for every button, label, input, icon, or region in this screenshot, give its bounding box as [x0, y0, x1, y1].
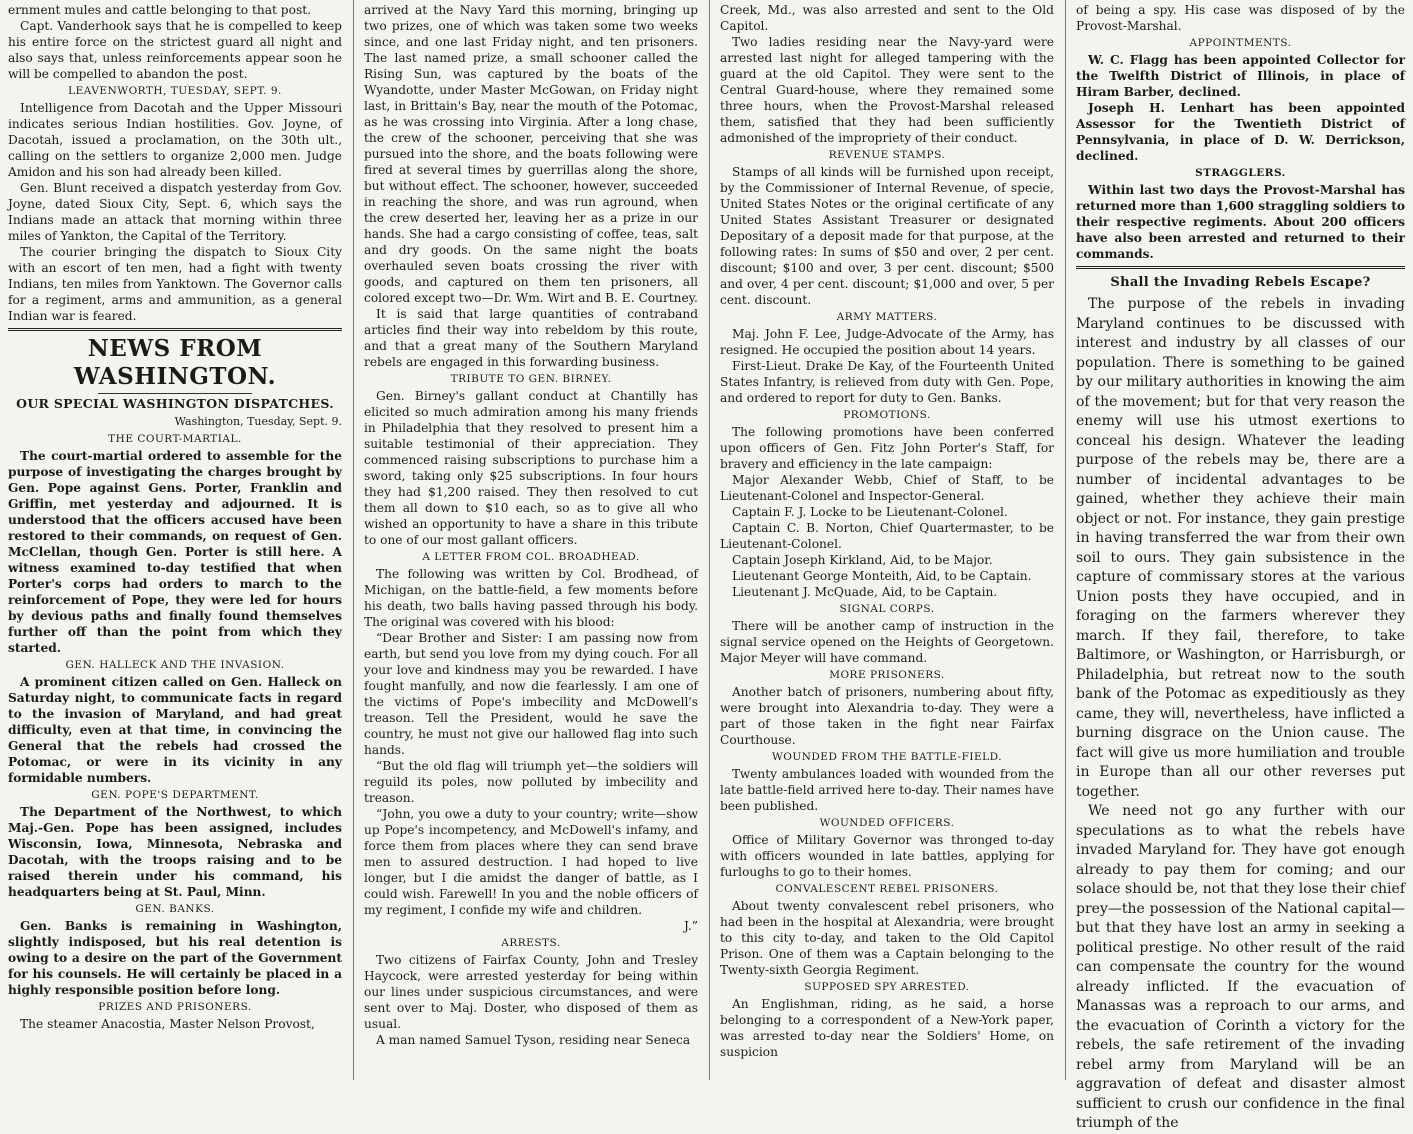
- subheading-special-dispatches: OUR SPECIAL WASHINGTON DISPATCHES.: [16, 396, 334, 411]
- section-heading: STRAGGLERS.: [1195, 167, 1286, 179]
- section-heading: APPOINTMENTS.: [1189, 37, 1292, 49]
- paragraph: Lieutenant J. McQuade, Aid, to be Captain.: [732, 585, 998, 599]
- paragraph: Captain C. B. Norton, Chief Quartermaster, to be Lieutenant-Colonel.: [720, 521, 1054, 551]
- paragraph: Gen. Banks is remaining in Washington, slightly indisposed, but his real detention is owing to a desire on the part of the Government for his counsels. He will certainly be placed in a highly responsible position before long.: [8, 919, 342, 997]
- paragraph: Within last two days the Provost-Marshal has returned more than 1,600 straggling soldiers to their respective regiments. About 200 officers have also been arrested and returned to their commands.: [1076, 183, 1405, 261]
- paragraph: Twenty ambulances loaded with wounded from the late battle-field arrived here to-day. Their names have been published.: [720, 767, 1054, 813]
- section-heading: GEN. HALLECK AND THE INVASION.: [65, 659, 285, 671]
- section-heading: THE COURT-MARTIAL.: [108, 433, 242, 445]
- column-1: [0, 0, 350, 1080]
- paragraph: Another batch of prisoners, numbering about fifty, were brought into Alexandria to-day. They were a part of those taken in the fight near Fairfax Courthouse.: [720, 685, 1054, 747]
- column-3: [712, 0, 1062, 1080]
- paragraph: An Englishman, riding, as he said, a horse belonging to a correspondent of a New-York paper, was arrested to-day near the Soldiers' Home, on suspicion: [720, 997, 1054, 1059]
- section-heading: PRIZES AND PRISONERS.: [98, 1001, 252, 1013]
- section-heading: A LETTER FROM COL. BROADHEAD.: [422, 551, 640, 563]
- section-heading: ARRESTS.: [501, 937, 561, 949]
- section-heading: ARMY MATTERS.: [836, 311, 938, 323]
- section-heading: TRIBUTE TO GEN. BIRNEY.: [450, 373, 612, 385]
- paragraph: A prominent citizen called on Gen. Halleck on Saturday night, to communicate facts in regard to the invasion of Maryland, and had great difficulty, even at that time, in convincing the General that the rebels had crossed the Potomac, or were in its vicinity in any formidable numbers.: [8, 675, 342, 785]
- paragraph: About twenty convalescent rebel prisoners, who had been in the hospital at Alexandria, were brought to this city to-day, and taken to the Old Capitol Prison. One of them was a Captain belonging to the Twenty-sixth Georgia Regiment.: [720, 899, 1054, 977]
- paragraph: Gen. Birney's gallant conduct at Chantilly has elicited so much admiration among his many friends in Philadelphia that they resolved to present him a suitable testimonial of their appreciation. They commenced raising subscriptions to purchase him a sword, taking only $25 subscriptions. In four hours they had $1,200 raised. They then resolved to cut them all down to $10 each, so as to give all who wished an opportunity to have a share in this tribute to one of our most gallant officers.: [364, 389, 698, 547]
- paragraph: Office of Military Governor was thronged to-day with officers wounded in late battles, applying for furloughs to go to their homes.: [720, 833, 1054, 879]
- column-gutter: [353, 0, 354, 1080]
- section-divider: [8, 328, 342, 331]
- paragraph: “John, you owe a duty to your country; write—show up Pope's incompetency, and McDowell's infamy, and force them from places where they can send brave men to assured destruction. I had hoped to live longer, but I die amidst the danger of battle, as I could wish. Farewell! In you and the noble officers of my regiment, I confide my wife and children.: [364, 807, 698, 917]
- paragraph: A man named Samuel Tyson, residing near Seneca: [376, 1033, 691, 1047]
- paragraph: ernment mules and cattle belonging to that post.: [8, 3, 311, 17]
- column-4: [1068, 0, 1413, 1131]
- editorial-title: Shall the Invading Rebels Escape?: [1110, 275, 1371, 290]
- paragraph: The courier bringing the dispatch to Sioux City with an escort of ten men, had a fight with twenty Indians, ten miles from Yanktown. The Governor calls for a regiment, arms and ammunition, as a general Indian war is feared.: [8, 245, 342, 323]
- paragraph: The purpose of the rebels in invading Maryland continues to be discussed with interest and industry by all classes of our population. There is something to be gained by our military authorities in knowing the aim of the movement; but for that very reason the enemy will use his utmost exertions to conceal his design. Whatever the leading purpose of the rebels may be, there are a number of incidental advantages to be gained, whether they achieve their main object or not. For instance, they gain prestige in having transferred the war from their own soil to ours. They gain subsistence in the capture of commissary stores at the various Union posts they have occupied, and in foraging on the farmers wherever they march. If they fail, therefore, to take Baltimore, or Washington, or Harrisburgh, or Philadelphia, but retreat now to the south bank of the Potomac as expeditiously as they came, they will, nevertheless, have inflicted a burning disgrace on the Union cause. The fact will give us more humiliation and trouble in Europe than all our other reverses put together.: [1076, 296, 1405, 800]
- paragraph: Lieutenant George Monteith, Aid, to be Captain.: [732, 569, 1032, 583]
- section-heading: GEN. BANKS.: [135, 903, 215, 915]
- paragraph: Stamps of all kinds will be furnished upon receipt, by the Commissioner of Internal Revenue, of specie, United States Notes or the original certificate of any United States Assistant Treasurer or designated Depositary of a deposit made for that purpose, at the following rates: In sums of $50 and over, 2 per cent. discount; $100 and over, 3 per cent. discount; $500 and over, 4 per cent. discount; $1,000 and over, 5 per cent. discount.: [720, 165, 1054, 307]
- section-heading: WOUNDED FROM THE BATTLE-FIELD.: [771, 751, 1003, 763]
- paragraph: “Dear Brother and Sister: I am passing now from earth, but send you love from my dying couch. For all your love and kindness may you be rewarded. I have fought manfully, and now die fearlessly. I am one of the victims of Pope's imbecility and McDowell's treason. Tell the President, would he save the country, he must not give our hallowed flag into such hands.: [364, 631, 698, 757]
- dateline-leavenworth: LEAVENWORTH, TUESDAY, SEPT. 9.: [68, 85, 282, 97]
- paragraph: Joseph H. Lenhart has been appointed Assessor for the Twentieth District of Pennsylvania, in place of D. W. Derrickson, declined.: [1076, 101, 1405, 163]
- section-heading: MORE PRISONERS.: [829, 669, 945, 681]
- paragraph: W. C. Flagg has been appointed Collector for the Twelfth District of Illinois, in place of Hiram Barber, declined.: [1076, 53, 1405, 99]
- paragraph: Major Alexander Webb, Chief of Staff, to be Lieutenant-Colonel and Inspector-General.: [720, 473, 1054, 503]
- column-gutter: [709, 0, 710, 1080]
- section-heading: PROMOTIONS.: [843, 409, 931, 421]
- paragraph: The court-martial ordered to assemble for the purpose of investigating the charges brought by Gen. Pope against Gens. Porter, Franklin and Griffin, met yesterday and adjourned. It is understood that the officers accused have been restored to their commands, on request of Gen. McClellan, though Gen. Porter is still here. A witness examined to-day testified that when Porter's corps had orders to march to the reinforcement of Pope, they were led for hours by devious paths and finally found themselves further off than the point from which they started.: [8, 449, 342, 655]
- section-heading: WOUNDED OFFICERS.: [819, 817, 955, 829]
- section-heading: CONVALESCENT REBEL PRISONERS.: [775, 883, 999, 895]
- paragraph: Two citizens of Fairfax County, John and Tresley Haycock, were arrested yesterday for being within our lines under suspicious circumstances, and were sent over to Maj. Doster, who disposed of them as usual.: [364, 953, 698, 1031]
- paragraph: “But the old flag will triumph yet—the soldiers will reguild its poles, now polluted by imbecility and treason.: [364, 759, 698, 805]
- section-heading: SUPPOSED SPY ARRESTED.: [804, 981, 970, 993]
- section-divider: [1076, 266, 1405, 269]
- paragraph: We need not go any further with our speculations as to what the rebels have invaded Maryland for. They have got enough already to pay them for coming; and our solace should be, not that they lose their chief prey—the possession of the National capital—but that they have lost an army in seeking a political prestige. No other result of the raid can compensate the country for the wound already inflicted. If the evacuation of Manassas was a reproach to our arms, and the evacuation of Corinth a victory for the rebels, the safe retirement of the invading rebel army from Maryland will be an aggravation of defeat and disaster almost sufficient to crush our confidence in the final triumph of the: [1076, 803, 1405, 1131]
- column-gutter: [1065, 0, 1066, 1080]
- paragraph: The following was written by Col. Brodhead, of Michigan, on the battle-field, a few moments before his death, two balls having passed through his body. The original was covered with his blood:: [364, 567, 698, 629]
- masthead-rule: [98, 393, 252, 394]
- paragraph: Intelligence from Dacotah and the Upper Missouri indicates serious Indian hostilities. Gov. Joyne, of Dacotah, issued a proclamation, on the 30th ult., calling on the settlers to organize 2,000 men. Judge Amidon and his son had already been killed.: [8, 101, 342, 179]
- paragraph: arrived at the Navy Yard this morning, bringing up two prizes, one of which was taken some two weeks since, and one last Friday night, and ten prisoners. The last named prize, a small schooner called the Rising Sun, was captured by the boats of the Wyandotte, under Master McGowan, on Friday night last, in Brittain's Bay, near the mouth of the Potomac, as he was crossing into Virginia. After a long chase, the crew of the schooner, perceiving that she was pursued into the shore, and the boats following were fired at several times by guerrillas along the shore, but without effect. The schooner, however, succeeded in reaching the shore, and was run aground, when the crew deserted her, leaving her as a prize in our hands. She had a cargo consisting of coffee, teas, salt and dry goods. On the same night the boats overhauled seven boats crossing the river with goods, and captured on them ten prisoners, all colored except two—Dr. Wm. Wirt and B. E. Courtney.: [364, 3, 698, 305]
- paragraph: Creek, Md., was also arrested and sent to the Old Capitol.: [720, 3, 1054, 33]
- section-heading: GEN. POPE'S DEPARTMENT.: [91, 789, 259, 801]
- paragraph: Maj. John F. Lee, Judge-Advocate of the Army, has resigned. He occupied the position about 14 years.: [720, 327, 1054, 357]
- paragraph: The following promotions have been conferred upon officers of Gen. Fitz John Porter's Staff, for bravery and efficiency in the late campaign:: [720, 425, 1054, 471]
- paragraph: Captain Joseph Kirkland, Aid, to be Major.: [732, 553, 993, 567]
- letter-signature: J.”: [683, 919, 698, 933]
- column-2: [356, 0, 706, 1080]
- paragraph: Capt. Vanderhook says that he is compelled to keep his entire force on the strictest guard all night and also says that, unless reinforcements appear soon he will be compelled to abandon the post.: [8, 19, 342, 81]
- section-heading: SIGNAL CORPS.: [839, 603, 935, 615]
- paragraph: First-Lieut. Drake De Kay, of the Fourteenth United States Infantry, is relieved from duty with Gen. Pope, and ordered to report for duty to Gen. Banks.: [720, 359, 1054, 405]
- paragraph: Gen. Blunt received a dispatch yesterday from Gov. Joyne, dated Sioux City, Sept. 6, which says the Indians made an attack that morning within three miles of Yankton, the Capital of the Territory.: [8, 181, 342, 243]
- paragraph: Two ladies residing near the Navy-yard were arrested last night for alleged tampering with the guard at the old Capitol. They were sent to the Central Guard-house, where they remained some three hours, when the Provost-Marshal released them, satisfied that they had been sufficiently admonished of the impropriety of their conduct.: [720, 35, 1054, 145]
- masthead-news-from-washington: NEWS FROM WASHINGTON.: [73, 335, 277, 390]
- paragraph: The steamer Anacostia, Master Nelson Provost,: [20, 1017, 315, 1031]
- paragraph: There will be another camp of instruction in the signal service opened on the Heights of Georgetown. Major Meyer will have command.: [720, 619, 1054, 665]
- dateline-washington: Washington, Tuesday, Sept. 9.: [174, 415, 342, 428]
- paragraph: The Department of the Northwest, to which Maj.-Gen. Pope has been assigned, includes Wisconsin, Iowa, Minnesota, Nebraska and Dacotah, with the troops raising and to be raised therein under his command, his headquarters being at St. Paul, Minn.: [8, 805, 342, 899]
- paragraph: Captain F. J. Locke to be Lieutenant-Colonel.: [732, 505, 1008, 519]
- section-heading: REVENUE STAMPS.: [828, 149, 946, 161]
- paragraph: of being a spy. His case was disposed of by the Provost-Marshal.: [1076, 3, 1405, 33]
- paragraph: It is said that large quantities of contraband articles find their way into rebeldom by this route, and that a great many of the Southern Maryland rebels are engaged in this forwarding business.: [364, 307, 698, 369]
